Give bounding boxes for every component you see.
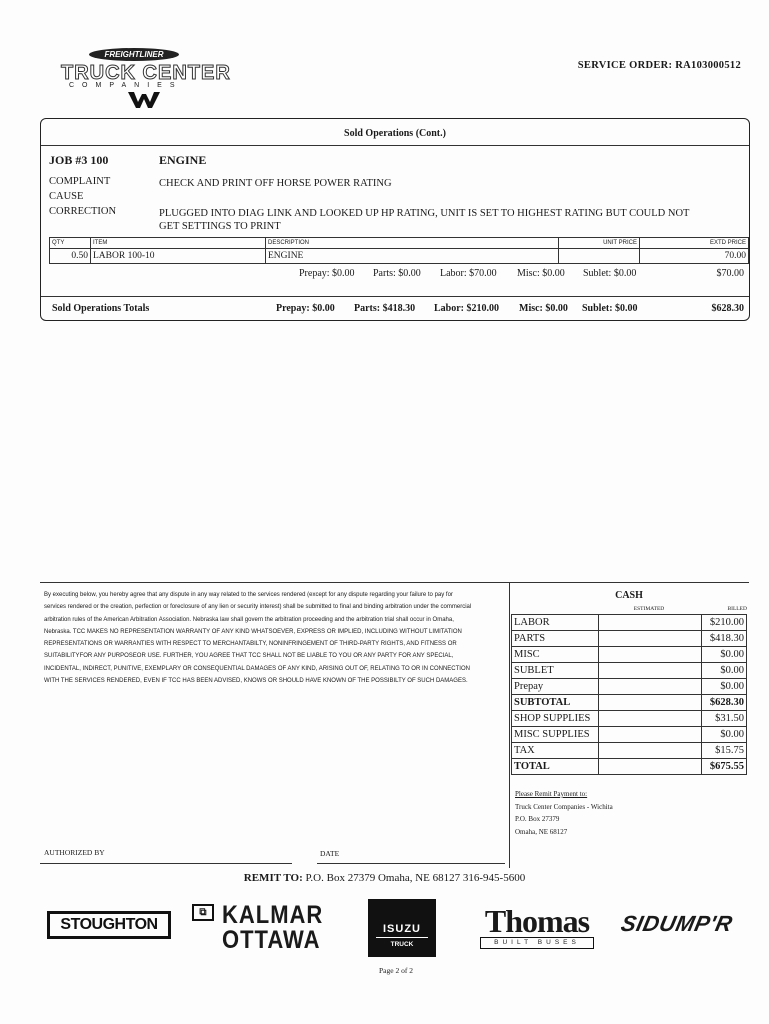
estimated-cell — [599, 727, 702, 743]
totals-grand: $628.30 — [711, 303, 744, 314]
remit-line: P.O. Box 27379 — [515, 815, 560, 823]
sold-operations-box — [40, 118, 750, 321]
correction-text-line1: PLUGGED INTO DIAG LINK AND LOOKED UP HP RATING, UNIT IS SET TO HIGHEST RATING BUT COULD NOT — [159, 208, 690, 219]
divider — [509, 582, 510, 868]
complaint-text: CHECK AND PRINT OFF HORSE POWER RATING — [159, 178, 392, 189]
truck-text: TRUCK — [390, 941, 414, 948]
sidumpr-logo: SIDUMP'R — [618, 911, 735, 936]
billed-cell: $0.00 — [702, 727, 747, 743]
row-label: Prepay — [512, 679, 599, 695]
billed-cell: $0.00 — [702, 663, 747, 679]
cash-summary-table — [511, 614, 747, 775]
divider — [41, 145, 749, 146]
row-label: LABOR — [512, 615, 599, 631]
estimated-cell — [599, 615, 702, 631]
row-label: SUBTOTAL — [512, 695, 599, 711]
table-row — [512, 695, 747, 711]
freightliner-badge: FREIGHTLINER — [89, 48, 179, 61]
totals-sublet: Sublet: $0.00 — [582, 303, 638, 314]
stoughton-logo: STOUGHTON — [47, 911, 171, 939]
unit-price-header: UNIT PRICE — [559, 238, 640, 249]
divider — [41, 296, 749, 297]
billed-cell: $628.30 — [702, 695, 747, 711]
table-row — [512, 743, 747, 759]
billed-label: BILLED — [727, 606, 747, 612]
kalmar-text: KALMAR — [222, 900, 324, 929]
section-title: Sold Operations (Cont.) — [344, 128, 446, 139]
line-labor: Labor: $70.00 — [440, 268, 497, 279]
table-header-row — [50, 238, 749, 249]
estimated-cell — [599, 631, 702, 647]
estimated-cell — [599, 679, 702, 695]
cause-label: CAUSE — [49, 191, 84, 202]
isuzu-truck-logo — [368, 899, 436, 957]
table-row — [512, 679, 747, 695]
billed-cell: $210.00 — [702, 615, 747, 631]
estimated-cell — [599, 695, 702, 711]
row-label: SHOP SUPPLIES — [512, 711, 599, 727]
qty-cell: 0.50 — [50, 249, 91, 264]
job-title: ENGINE — [159, 153, 207, 167]
job-number: JOB #3 100 — [49, 153, 109, 167]
kalmar-ottawa-logo — [192, 900, 327, 954]
line-sublet: Sublet: $0.00 — [583, 268, 637, 279]
item-header: ITEM — [91, 238, 266, 249]
billed-cell: $0.00 — [702, 647, 747, 663]
item-cell: LABOR 100-10 — [91, 249, 266, 264]
table-row — [50, 249, 749, 264]
estimated-cell — [599, 759, 702, 775]
company-sub: COMPANIES — [69, 82, 183, 89]
thomas-built-buses-logo — [478, 903, 604, 947]
signature-line — [40, 863, 292, 864]
totals-parts: Parts: $418.30 — [354, 303, 416, 314]
row-label: MISC SUPPLIES — [512, 727, 599, 743]
row-label: PARTS — [512, 631, 599, 647]
row-label: MISC — [512, 647, 599, 663]
unit-price-cell — [559, 249, 640, 264]
estimated-cell — [599, 711, 702, 727]
remit-to-address — [0, 872, 769, 884]
table-row — [512, 631, 747, 647]
date-label: DATE — [320, 849, 340, 858]
date-line — [317, 863, 505, 864]
line-misc: Misc: $0.00 — [517, 268, 565, 279]
authorized-by-label: AUTHORIZED BY — [44, 848, 105, 857]
correction-text-line2: GET SETTINGS TO PRINT — [159, 221, 281, 232]
line-parts: Parts: $0.00 — [373, 268, 421, 279]
company-logo — [55, 42, 235, 112]
billed-cell: $31.50 — [702, 711, 747, 727]
arbitration-disclaimer: By executing below, you hereby agree that any dispute in any way related to the services rendered (except for any dispute regarding your failure to pay for services rendered or the creation, perfection or foreclosure of any lien or security interest) shall be submitted to final and binding arbitration under the commercial arbitration rules of the American Arbitration Association. Nebraska law shall govern the arbitration proceeding and the arbitration trial shall occur in Omaha, Nebraska. TCC MAKES NO REPRESENTATION WARRANTY OF ANY KIND WHATSOEVER, EXPRESS OR IMPLIED, INCLUDING WITHOUT LIMITATION REPRESENTATIONS OR WARRANTIES WITH RESPECT TO MERCHANTABILTY, NONINFRINGEMENT OF THIRD-PARTY RIGHTS, AND FITNESS OR SUITABILITYFOR ANY PURPOSEOR USE. FURTHER, YOU AGREE THAT TCC SHALL NOT BE LIABLE TO YOU OR ANY PARTY FOR ANY SPECIAL, INCIDENTAL, INDIRECT, PUNITIVE, EXEMPLARY OR CONSEQUENTIAL DAMAGES OF ANY KIND, ARISING OUT OF, RELATING TO OR IN CONNECTION WITH THE SERVICES RENDERED, EVEN IF TCC HAS BEEN ADVISED, KNOWS OR SHOULD HAVE KNOWN OF THE POSSIBILTY OF SUCH DAMAGES. — [44, 592, 472, 685]
row-label: TOTAL — [512, 759, 599, 775]
divider — [40, 582, 749, 583]
billed-cell: $0.00 — [702, 679, 747, 695]
remit-payment-block — [515, 788, 613, 838]
page-number: Page 2 of 2 — [379, 966, 413, 975]
line-total: $70.00 — [716, 268, 744, 279]
divider — [376, 937, 428, 938]
billed-cell: $418.30 — [702, 631, 747, 647]
row-label: SUBLET — [512, 663, 599, 679]
table-row — [512, 663, 747, 679]
estimated-cell — [599, 647, 702, 663]
table-row — [512, 711, 747, 727]
isuzu-text: ISUZU — [383, 923, 421, 935]
line-prepay: Prepay: $0.00 — [299, 268, 355, 279]
line-items-table — [49, 237, 749, 264]
western-star-w-icon — [128, 92, 160, 108]
estimated-cell — [599, 663, 702, 679]
totals-prepay: Prepay: $0.00 — [276, 303, 335, 314]
table-row — [512, 615, 747, 631]
thomas-text: Thomas — [484, 903, 590, 939]
remit-to-text: P.O. Box 27379 Omaha, NE 68127 316-945-5600 — [305, 872, 526, 884]
complaint-label: COMPLAINT — [49, 176, 111, 187]
ottawa-text: OTTAWA — [222, 925, 321, 954]
service-order-number: SERVICE ORDER: RA103000512 — [577, 60, 741, 71]
built-buses-text: BUILT BUSES — [480, 937, 594, 949]
remit-to-label: REMIT TO: — [243, 872, 303, 884]
cash-title: CASH — [615, 590, 643, 601]
description-header: DESCRIPTION — [266, 238, 559, 249]
table-row — [512, 759, 747, 775]
remit-line: Omaha, NE 68127 — [515, 827, 568, 836]
company-name: TRUCK CENTER — [61, 62, 231, 84]
description-cell: ENGINE — [266, 249, 559, 264]
billed-cell: $15.75 — [702, 743, 747, 759]
billed-cell: $675.55 — [702, 759, 747, 775]
remit-line: Truck Center Companies - Wichita — [515, 802, 613, 811]
kalmar-mark-icon: ⧉ — [192, 904, 214, 921]
remit-payment-heading: Please Remit Payment to: — [515, 790, 588, 798]
totals-label: Sold Operations Totals — [52, 303, 150, 314]
correction-label: CORRECTION — [49, 206, 117, 217]
extd-price-header: EXTD PRICE — [640, 238, 749, 249]
extd-price-cell: 70.00 — [640, 249, 749, 264]
qty-header: QTY — [50, 238, 91, 249]
totals-misc: Misc: $0.00 — [519, 303, 568, 314]
row-label: TAX — [512, 743, 599, 759]
totals-labor: Labor: $210.00 — [434, 303, 499, 314]
table-row — [512, 727, 747, 743]
estimated-label: ESTIMATED — [633, 606, 665, 612]
estimated-cell — [599, 743, 702, 759]
table-row — [512, 647, 747, 663]
